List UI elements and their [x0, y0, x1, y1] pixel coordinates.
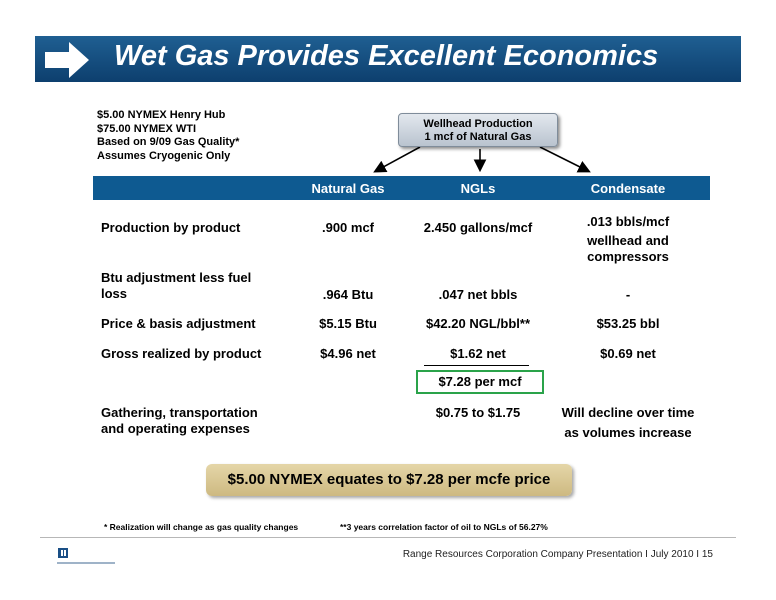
wellhead-production-box: [398, 113, 558, 147]
arrow-right-icon: [45, 42, 89, 78]
company-logo: [56, 547, 116, 569]
row-label-gross-realized: Gross realized by product: [101, 346, 262, 361]
btu-label-line2: loss: [101, 286, 128, 301]
assumptions-block: [97, 109, 239, 163]
cell-natural-gas-production: .900 mcf: [321, 220, 375, 235]
gathering-label-line2: and operating expenses: [101, 421, 250, 436]
cell-natural-gas-btu: .964 Btu: [322, 287, 374, 302]
cell-condensate-btu: -: [625, 287, 631, 302]
column-header-condensate: Condensate: [590, 181, 666, 196]
cell-ngls-production: 2.450 gallons/mcf: [423, 220, 533, 235]
assumption-line: Assumes Cryogenic Only: [97, 149, 231, 162]
row-label-btu-adjustment: [101, 270, 251, 302]
footer-text: Range Resources Corporation Company Presentation I July 2010 I 15: [402, 549, 713, 560]
cell-ngls-btu: .047 net bbls: [438, 287, 518, 302]
condensate-production-line3: compressors: [587, 249, 669, 264]
cell-condensate-price: $53.25 bbl: [596, 316, 660, 331]
row-label-gathering: [101, 405, 258, 437]
cell-ngls-gathering: $0.75 to $1.75: [435, 405, 521, 420]
wellhead-line1: Wellhead Production: [423, 118, 533, 130]
summary-callout: $5.00 NYMEX equates to $7.28 per mcfe price: [206, 464, 572, 496]
slide-title: Wet Gas Provides Excellent Economics: [114, 40, 659, 72]
condensate-production-line2: wellhead and: [587, 233, 669, 248]
assumption-line: $5.00 NYMEX Henry Hub: [97, 109, 226, 121]
cell-ngls-gross: $1.62 net: [450, 346, 506, 361]
assumption-line: Based on 9/09 Gas Quality*: [97, 136, 240, 148]
footnote-correlation: **3 years correlation factor of oil to NGLs of 56.27%: [340, 522, 548, 532]
row-label-price-basis: Price & basis adjustment: [101, 316, 256, 331]
cell-condensate-production: [587, 214, 669, 265]
cell-condensate-gathering: [562, 405, 695, 441]
sum-underline: [424, 365, 529, 366]
cell-natural-gas-price: $5.15 Btu: [319, 316, 377, 331]
column-header-ngls: NGLs: [460, 181, 496, 196]
gathering-label-line1: Gathering, transportation: [101, 405, 258, 420]
condensate-production-line1: .013 bbls/mcf: [586, 214, 670, 229]
cell-natural-gas-gross: $4.96 net: [320, 346, 376, 361]
condensate-gathering-line1: Will decline over time: [561, 405, 695, 420]
row-label-production: Production by product: [101, 220, 241, 235]
condensate-gathering-line2: as volumes increase: [564, 425, 692, 440]
wellhead-line2: 1 mcf of Natural Gas: [424, 131, 532, 143]
total-per-mcf-box: $7.28 per mcf: [416, 370, 544, 394]
footnote-gas-quality: * Realization will change as gas quality changes: [104, 522, 299, 532]
assumption-line: $75.00 NYMEX WTI: [97, 122, 197, 135]
cell-ngls-price: $42.20 NGL/bbl**: [425, 316, 531, 331]
column-header-natural-gas: Natural Gas: [311, 181, 385, 196]
footer-divider: [40, 537, 736, 538]
split-arrows-icon: [360, 147, 600, 177]
btu-label-line1: Btu adjustment less fuel: [101, 270, 252, 285]
cell-condensate-gross: $0.69 net: [600, 346, 656, 361]
